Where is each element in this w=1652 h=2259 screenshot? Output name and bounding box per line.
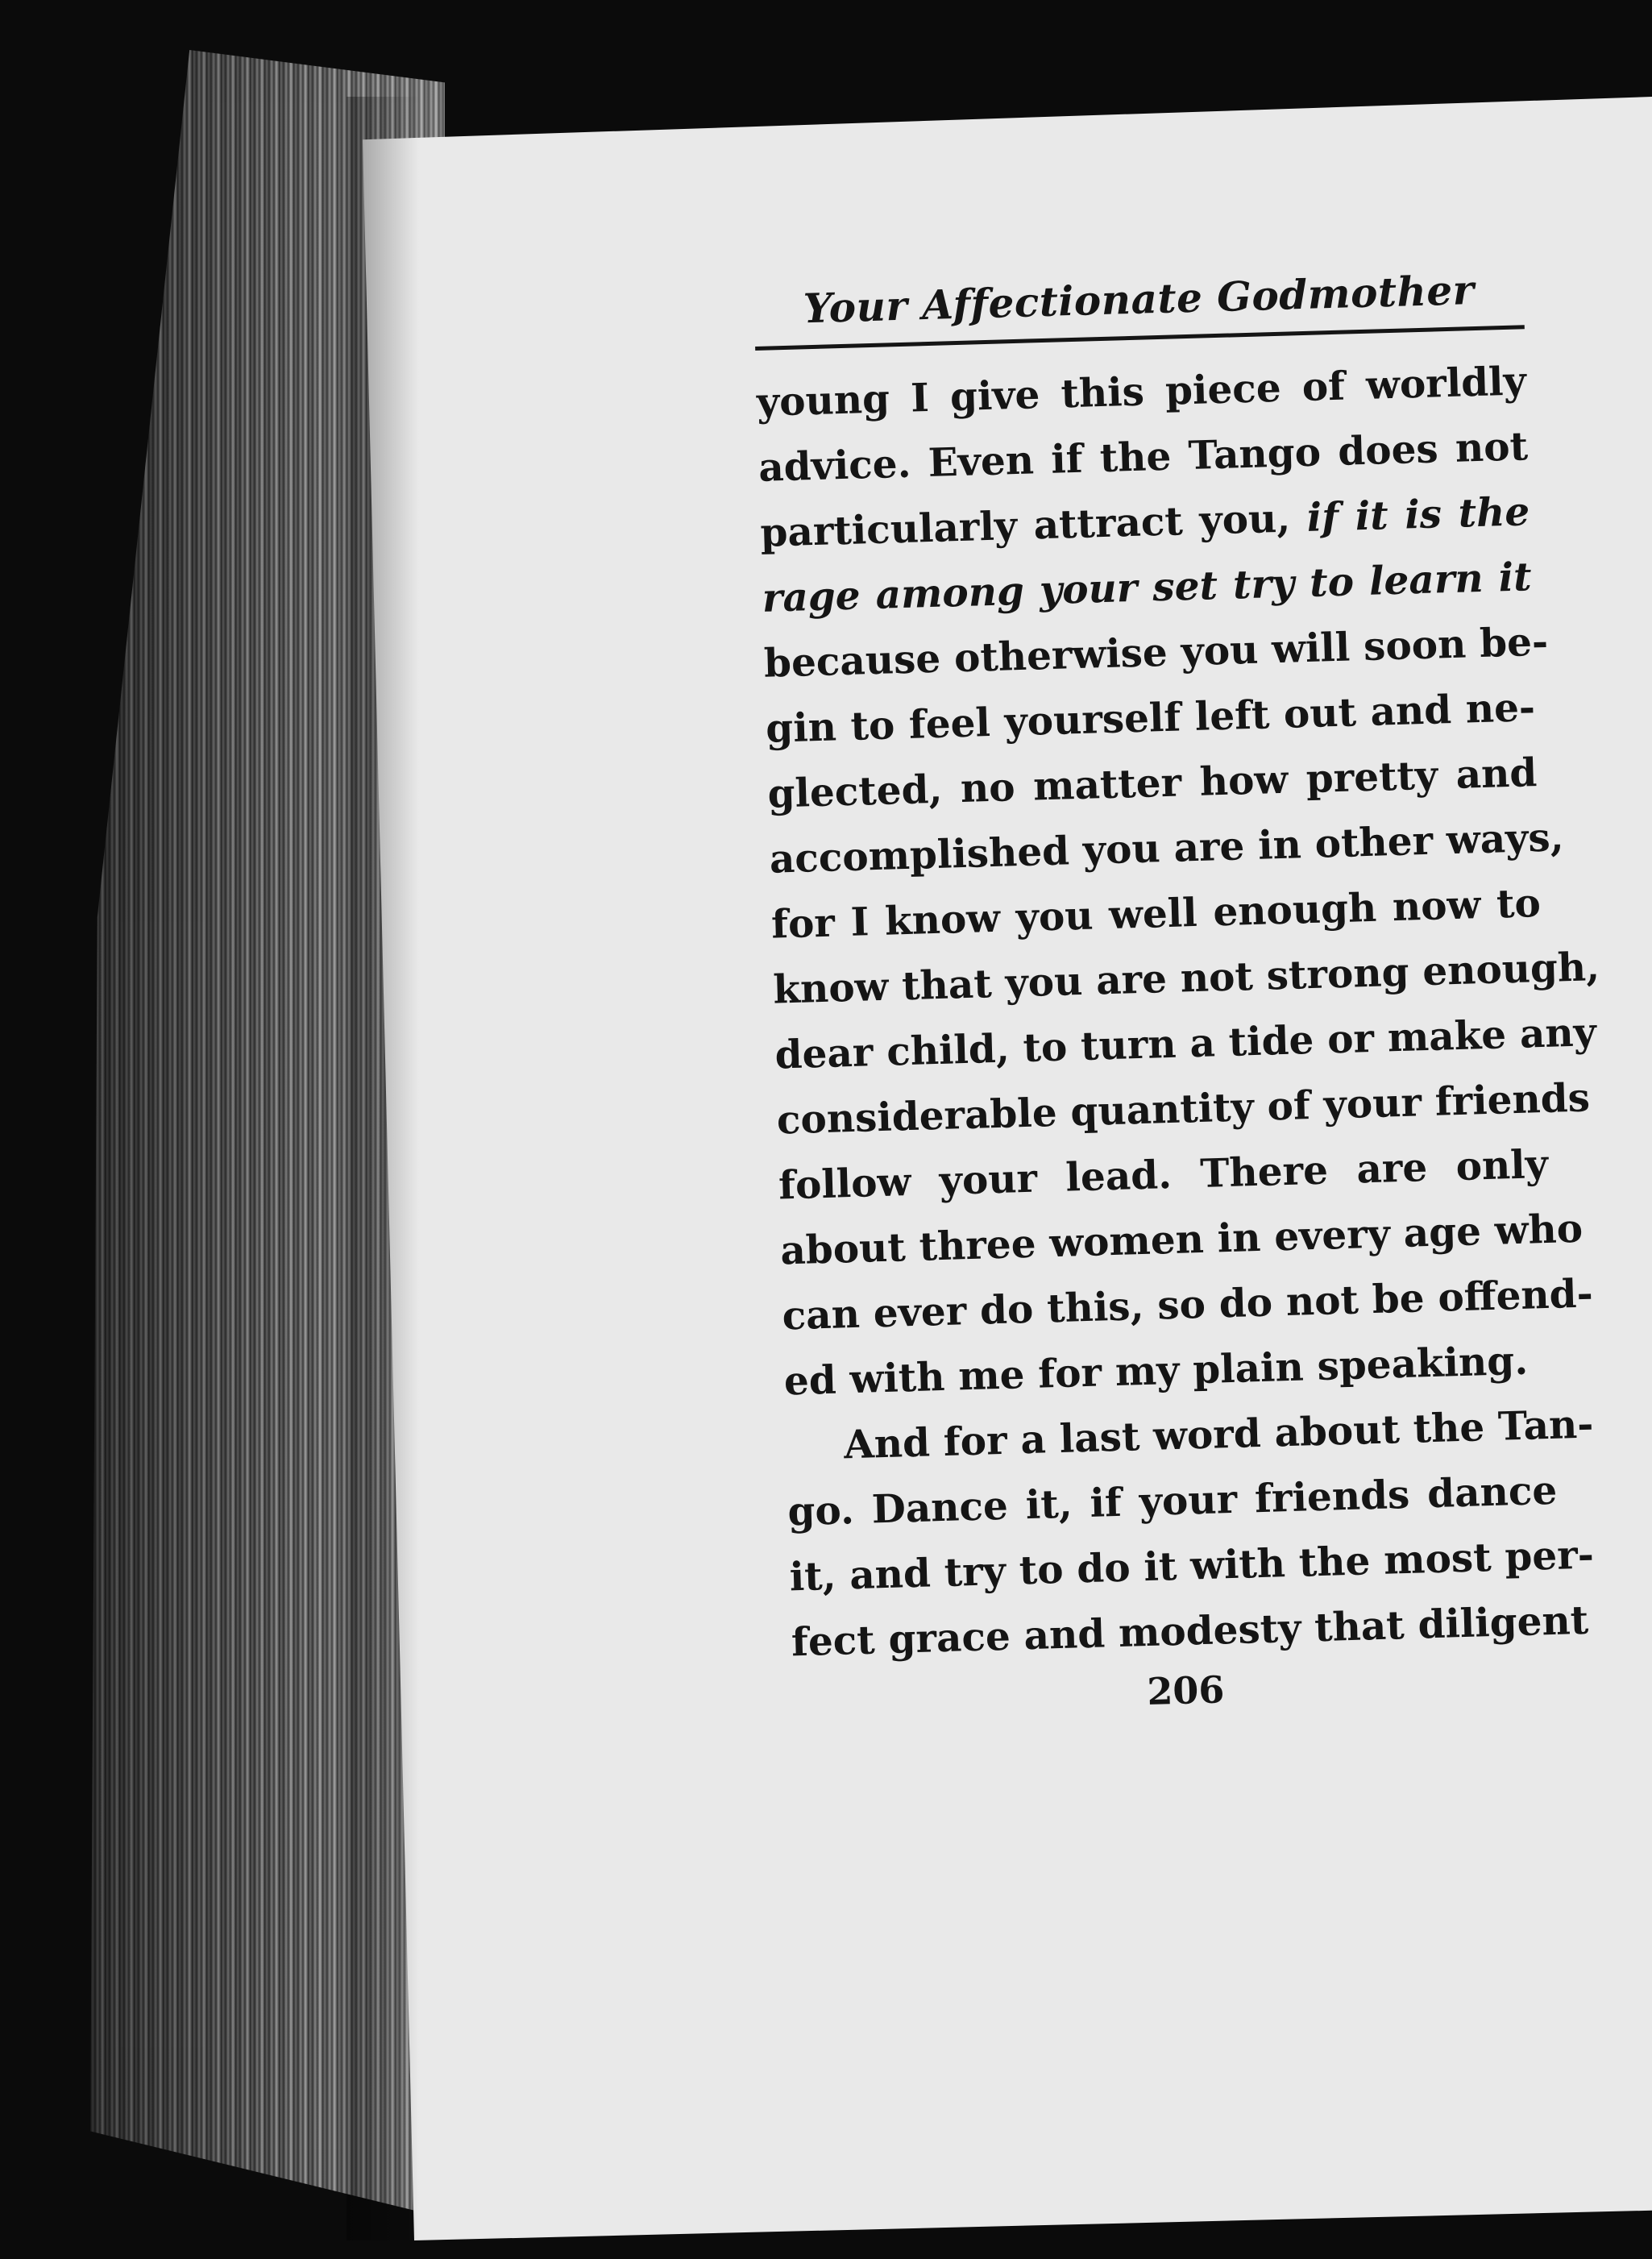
page-content xyxy=(753,264,1600,1723)
text-line: know that you are not strong enough, xyxy=(772,944,1600,1013)
text-line: can ever do this, so do not be offend- xyxy=(781,1270,1594,1339)
text-line: And for a last word about the Tan- xyxy=(843,1401,1595,1468)
text-line: gin to feel yourself left out and ne- xyxy=(765,684,1536,752)
text-line: go. Dance it, if your friends dance xyxy=(787,1467,1558,1535)
gutter-shadow xyxy=(347,97,419,2240)
text-line: dear child, to turn a tide or make any xyxy=(774,1009,1597,1078)
text-line: young I give this piece of worldly xyxy=(756,358,1527,426)
text-line: for I know you well enough now to xyxy=(770,880,1542,948)
text-line: ed with me for my plain speaking. xyxy=(783,1337,1529,1405)
text-line: fect grace and modesty that diligent xyxy=(791,1597,1589,1666)
text-line: advice. Even if the Tango does not xyxy=(758,423,1529,491)
text-line: follow your lead. There are only xyxy=(778,1140,1549,1209)
text-line: considerable quantity of your friends xyxy=(776,1074,1591,1144)
text-line: particularly attract you, if it is the xyxy=(759,488,1530,556)
text-line: because otherwise you will soon be- xyxy=(763,618,1549,687)
text-line: glected, no matter how pretty and xyxy=(766,750,1538,817)
italic-emphasis: rage among your set try to learn it xyxy=(762,554,1533,621)
text-line: accomplished you are in other ways, xyxy=(769,814,1565,882)
text-line: about three women in every age who xyxy=(779,1205,1584,1274)
body-text xyxy=(756,348,1600,1675)
running-head: Your Affectionate Godmother xyxy=(753,264,1525,351)
italic-emphasis: if it is the xyxy=(1305,488,1530,541)
page-number: 206 xyxy=(1146,1667,1226,1714)
text-line: it, and try to do it with the most per- xyxy=(788,1531,1595,1601)
